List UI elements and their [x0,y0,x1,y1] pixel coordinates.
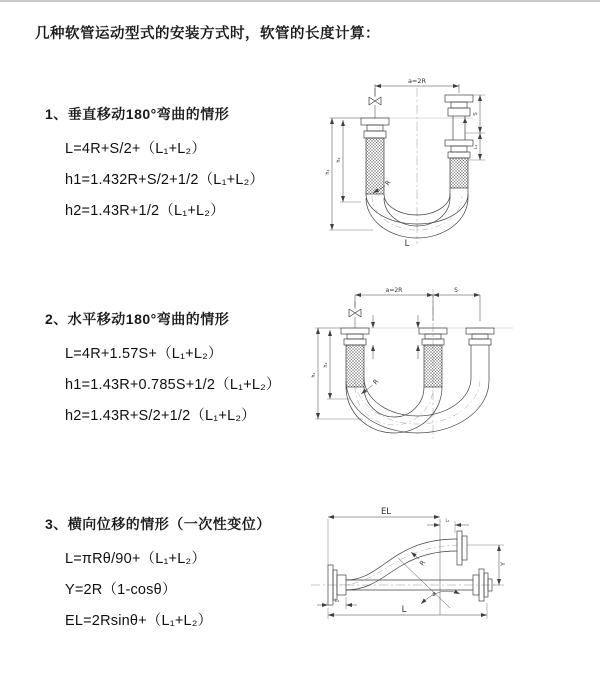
dim-h2-label: h₂ [323,362,329,368]
section-3-heading: 3、横向位移的情形（一次性变位） [45,516,271,532]
radius-label: R [383,178,393,188]
section-lateral-displacement [45,514,325,635]
dim-l-label: L [401,605,407,615]
dim-a2r-s [355,295,480,321]
right-fitting [445,95,473,188]
dim-l1-label: L₁ [474,144,479,150]
formula-h2: h2=1.43R+S/2+1/2（L₁+L₂） [65,408,256,424]
diagram-vertical-180-bend [315,72,575,267]
angle-construction [398,558,460,608]
dim-h1-label: h₁ [325,169,331,175]
dim-y-label: Y [499,562,507,566]
valve-icon [369,88,381,118]
dim-el-label: EL [380,507,392,517]
formula-l: L=4R+S/2+（L₁+L₂） [65,141,207,157]
section-horizontal-movement [45,309,325,430]
formula-h2: h2=1.43R+1/2（L₁+L₂） [65,203,225,219]
theta-label: θ [432,592,436,598]
hose-curves [346,378,489,433]
formula-el: EL=2Rsinθ+（L₁+L₂） [65,613,213,629]
upper-flange [457,531,467,565]
formula-h1: h1=1.432R+S/2+1/2（L₁+L₂） [65,172,265,188]
dim-l1-left-label: L₁ [334,598,340,603]
dim-h1-label: h₁ [311,372,317,378]
dim-l1-top-label: L₁ [445,518,450,523]
dim-s-label: S [454,287,458,294]
datum-arrow [463,118,467,123]
page-title: 几种软管运动型式的安装方式时，软管的长度计算： [35,26,380,42]
dim-l [328,603,487,619]
dim-h2-label: h₂ [336,157,342,163]
fitting-length-arrows [373,315,418,359]
formula-h1: h1=1.43R+0.785S+1/2（L₁+L₂） [65,377,281,393]
formula-l: L=4R+1.57S+（L₁+L₂） [65,346,223,362]
radius-label: R [371,377,381,387]
section-2-heading: 2、水平移动180°弯曲的情形 [45,311,230,327]
dim-s-label: S [473,112,479,116]
dim-s-l1 [465,95,485,160]
formula-l: L=πRθ/90+（L₁+L₂） [65,551,207,567]
right-fitting [466,328,494,381]
dim-a2r-label: a=2R [407,77,427,85]
left-fitting [341,328,369,387]
page-top-rule [0,0,600,2]
formula-y: Y=2R（1-cosθ） [65,582,177,598]
section-vertical-movement [45,104,325,225]
diagram-lateral-displacement [303,503,593,653]
length-label: L [404,239,410,249]
radius-label: R [417,559,428,568]
dim-a2r-label: a=2R [385,287,403,294]
valve-icon [349,301,361,328]
diagram-horizontal-180-bend [308,283,598,473]
section-1-heading: 1、垂直移动180°弯曲的情形 [45,106,230,122]
hose-curve [339,539,462,590]
